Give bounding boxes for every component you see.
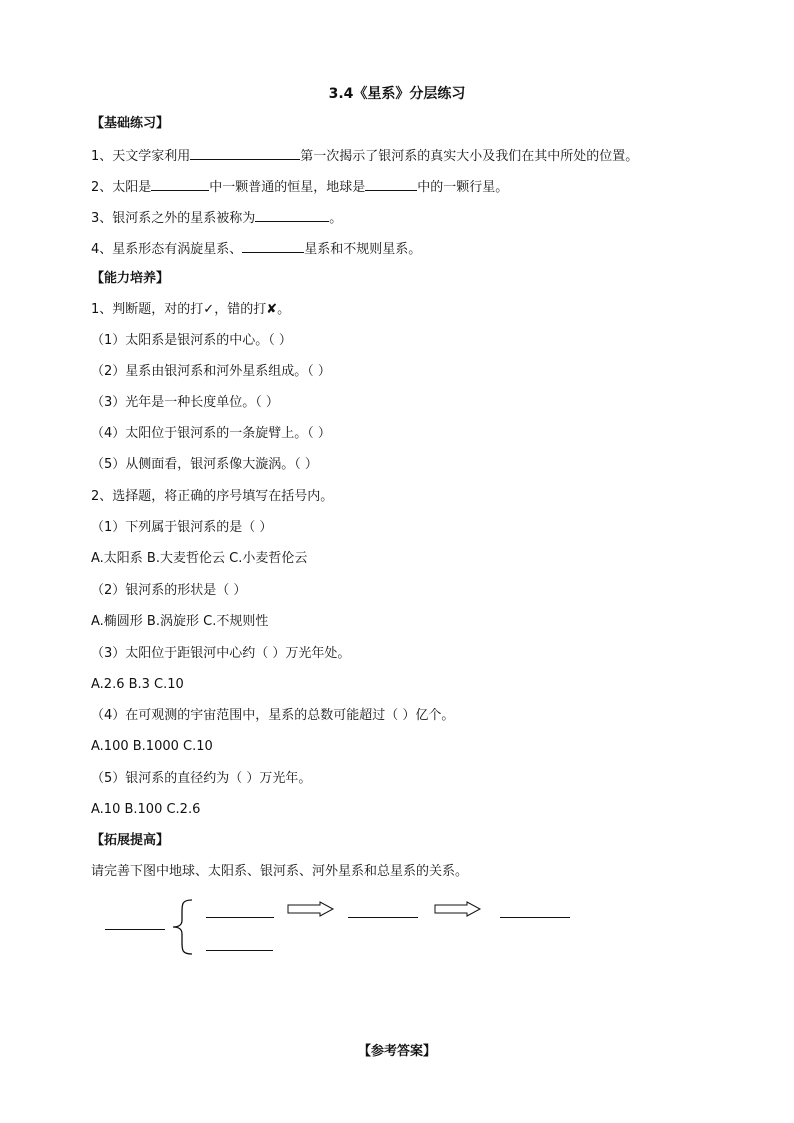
- basic-q4-blank[interactable]: [242, 239, 304, 253]
- basic-q2-text-b: 中一颗普通的恒星，地球是: [209, 180, 366, 195]
- basic-q2-blank-1[interactable]: [151, 177, 209, 191]
- cross-mark-icon: ✘: [266, 302, 278, 317]
- diagram-blank-upper-1[interactable]: [206, 917, 274, 918]
- choice-title: 2、选择题，将正确的序号填写在括号内。: [91, 489, 334, 504]
- answer-heading: 【参考答案】: [357, 1044, 436, 1059]
- choice-q5: （5）银河系的直径约为（ ）万光年。: [91, 771, 312, 786]
- choice-q4-options: A.100 B.1000 C.10: [91, 739, 213, 754]
- basic-q2: [91, 177, 508, 197]
- basic-q2-blank-2[interactable]: [365, 177, 417, 191]
- basic-q3-text-a: 3、银河系之外的星系被称为: [91, 211, 256, 226]
- judge-title: [91, 301, 290, 319]
- basic-q3: [91, 208, 342, 228]
- page-title: 3.4《星系》分层练习: [328, 86, 466, 102]
- judge-item-5: （5）从侧面看，银河系像大漩涡。（ ）: [91, 457, 318, 472]
- judge-title-text-b: ，错的打: [214, 302, 267, 317]
- extend-prompt: 请完善下图中地球、太阳系、银河系、河外星系和总星系的关系。: [91, 864, 469, 879]
- arrow-right-icon: [287, 901, 335, 917]
- basic-q3-text-b: 。: [329, 211, 343, 226]
- choice-q2-options: A.椭圆形 B.涡旋形 C.不规则性: [91, 614, 269, 629]
- basic-q2-text-c: 中的一颗行星。: [417, 180, 509, 195]
- section-ability-heading: 【能力培养】: [91, 271, 170, 286]
- choice-q5-options: A.10 B.100 C.2.6: [91, 802, 201, 817]
- diagram-blank-lower[interactable]: [206, 950, 273, 951]
- arrow-right-icon: [434, 901, 482, 917]
- choice-q3-options: A.2.6 B.3 C.10: [91, 677, 184, 692]
- basic-q3-blank[interactable]: [255, 208, 329, 222]
- basic-q4-text-a: 4、星系形态有涡旋星系、: [91, 242, 243, 257]
- basic-q4-text-b: 星系和不规则星系。: [304, 242, 422, 257]
- judge-title-text-c: 。: [277, 302, 291, 317]
- judge-item-2: （2）星系由银河系和河外星系组成。（ ）: [91, 364, 331, 379]
- judge-title-text-a: 1、判断题，对的打: [91, 302, 204, 317]
- choice-q4: （4）在可观测的宇宙范围中，星系的总数可能超过（ ）亿个。: [91, 708, 455, 723]
- section-basic-heading: 【基础练习】: [91, 116, 170, 131]
- diagram-blank-upper-3[interactable]: [500, 917, 570, 918]
- choice-q1: （1）下列属于银河系的是（ ）: [91, 520, 273, 535]
- basic-q2-text-a: 2、太阳是: [91, 180, 152, 195]
- section-extend-heading: 【拓展提高】: [91, 833, 170, 848]
- judge-item-1: （1）太阳系是银河系的中心。（ ）: [91, 333, 292, 348]
- choice-q2: （2）银河系的形状是（ ）: [91, 583, 247, 598]
- basic-q1-text-a: 1、天文学家利用: [91, 149, 191, 164]
- diagram-blank-upper-2[interactable]: [348, 917, 418, 918]
- check-mark-icon: ✓: [203, 302, 215, 317]
- diagram-blank-root[interactable]: [105, 929, 165, 930]
- judge-item-4: （4）太阳位于银河系的一条旋臂上。（ ）: [91, 426, 331, 441]
- choice-q1-options: A.太阳系 B.大麦哲伦云 C.小麦哲伦云: [91, 551, 308, 566]
- basic-q4: [91, 239, 421, 259]
- judge-item-3: （3）光年是一种长度单位。（ ）: [91, 395, 279, 410]
- choice-q3: （3）太阳位于距银河中心约（ ）万光年处。: [91, 646, 351, 661]
- basic-q1: [91, 146, 638, 166]
- basic-q1-text-b: 第一次揭示了银河系的真实大小及我们在其中所处的位置。: [300, 149, 639, 164]
- basic-q1-blank[interactable]: [190, 146, 300, 160]
- brace-icon: [170, 898, 196, 956]
